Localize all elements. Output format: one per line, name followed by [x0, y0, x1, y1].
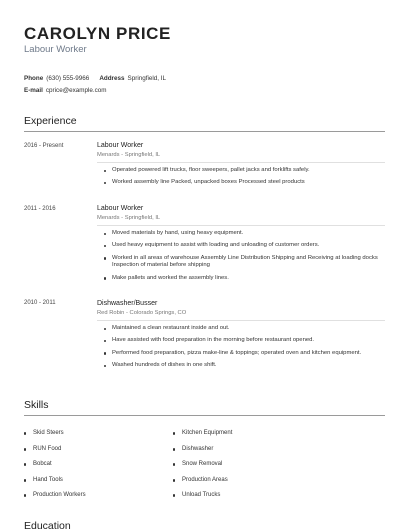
list-item: Moved materials by hand, using heavy equipment.	[104, 230, 386, 237]
phone-value: (630) 555-9966	[46, 75, 90, 82]
skill-item: Bobcat	[33, 461, 52, 467]
skill-item: Production Areas	[182, 477, 228, 483]
experience-rule	[24, 131, 385, 132]
list-item: Make pallets and worked the assembly lines.	[104, 275, 386, 282]
job-1-employer: Menards - Springfield, IL	[97, 152, 161, 158]
list-item: Have assisted with food preparation in the morning before restaurant opened.	[104, 337, 386, 344]
job-3-divider	[97, 320, 385, 321]
email-label: E-mail	[24, 87, 43, 94]
job-2-divider	[97, 225, 385, 226]
education-heading: Education	[24, 520, 71, 532]
job-3-dates: 2010 - 2011	[24, 300, 56, 306]
contact-line-1	[24, 75, 166, 82]
email-value: cprice@example.com	[45, 87, 107, 94]
job-1-title: Labour Worker	[97, 142, 144, 149]
experience-heading: Experience	[24, 115, 77, 127]
list-item: Washed hundreds of dishes in one shift.	[104, 362, 386, 369]
list-item: Worked assembly line Packed, unpacked boxes Processed steel products	[104, 179, 386, 186]
list-item: Worked in all areas of warehouse Assembly Line Distribution Shipping and Receiving at loading docks Inspection of material before shipping	[104, 255, 386, 270]
skill-item: Unload Trucks	[182, 492, 221, 498]
address-value: Springfield, IL	[127, 75, 167, 82]
list-item: Maintained a clean restaurant inside and out.	[104, 325, 386, 332]
job-3-bullets	[104, 325, 386, 370]
candidate-name: CAROLYN PRICE	[24, 24, 171, 43]
phone-label: Phone	[24, 75, 44, 82]
list-item: Used heavy equipment to assist with loading and unloading of customer orders.	[104, 242, 386, 249]
job-2-bullets	[104, 230, 386, 282]
skills-rule	[24, 415, 385, 416]
job-2-employer: Menards - Springfield, IL	[97, 215, 161, 221]
skill-item: Dishwasher	[182, 446, 214, 452]
skills-heading: Skills	[24, 399, 49, 411]
candidate-title: Labour Worker	[24, 44, 87, 55]
job-1-bullets	[104, 167, 386, 187]
job-1-divider	[97, 162, 385, 163]
job-1-dates: 2016 - Present	[24, 143, 64, 149]
skill-item: Skid Steers	[33, 430, 64, 436]
job-3-title: Dishwasher/Busser	[97, 300, 158, 307]
skill-item: RUN Food	[33, 446, 62, 452]
skill-item: Snow Removal	[182, 461, 223, 467]
skill-item: Hand Tools	[33, 477, 63, 483]
skill-item: Production Workers	[33, 492, 86, 498]
address-label: Address	[99, 75, 125, 82]
contact-line-2	[24, 87, 107, 94]
list-item: Operated powered lift trucks, floor sweepers, pallet jacks and forklifts safely.	[104, 167, 386, 174]
job-2-dates: 2011 - 2016	[24, 206, 56, 212]
list-item: Performed food preparation, pizza make-line & toppings; operated oven and kitchen equipment.	[104, 350, 386, 357]
job-3-employer: Red Robin - Colorado Springs, CO	[97, 310, 187, 316]
job-2-title: Labour Worker	[97, 205, 144, 212]
skill-item: Kitchen Equipment	[182, 430, 233, 436]
